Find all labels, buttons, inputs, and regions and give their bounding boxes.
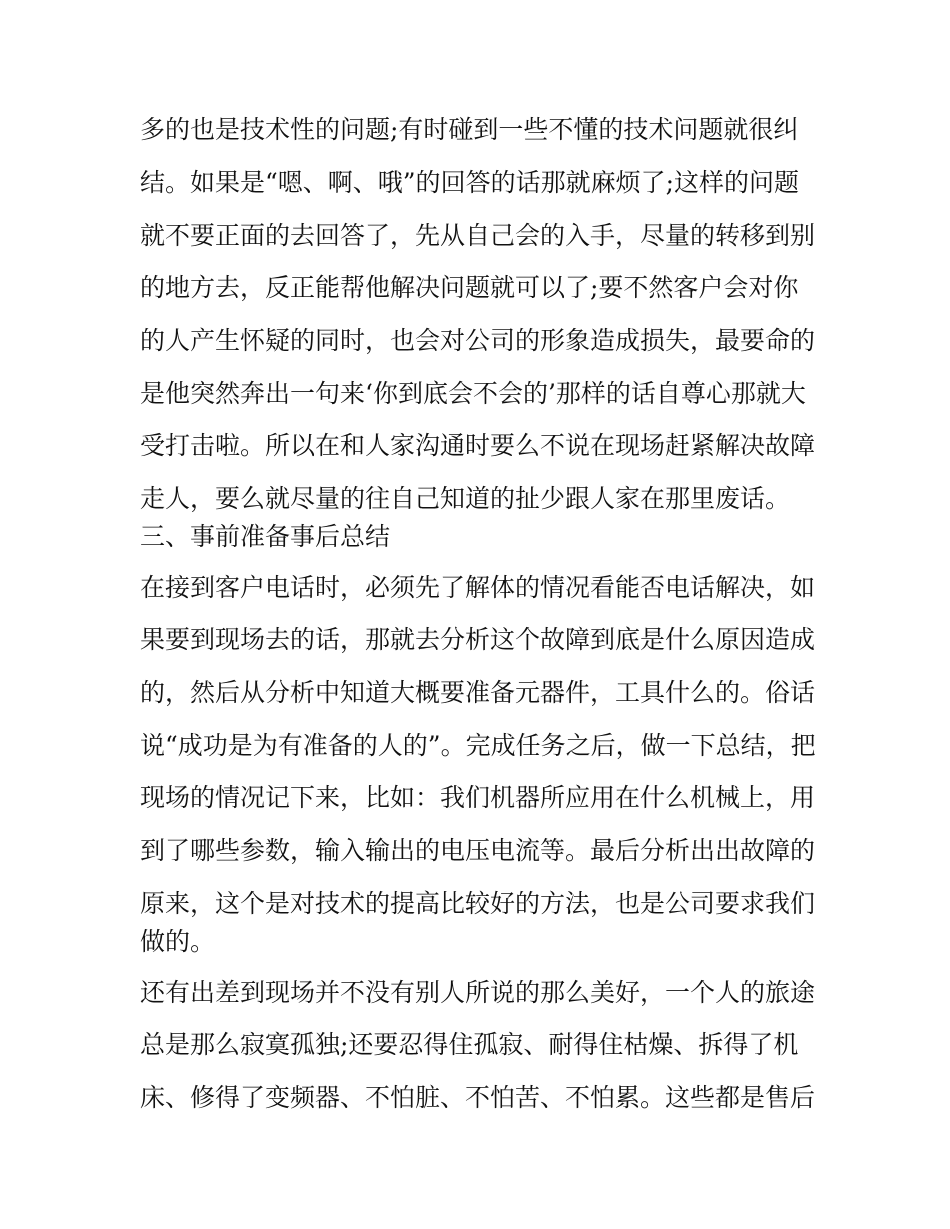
text-line: 到了哪些参数，输入输出的电压电流等。最后分析出出故障的 bbox=[140, 836, 816, 865]
text-line: 还有出差到现场并不没有别人所说的那么美好，一个人的旅途 bbox=[140, 978, 816, 1007]
section-heading: 三、事前准备事后总结 bbox=[140, 522, 391, 551]
text-line: 是他突然奔出一句来‘你到底会不会的’那样的话自尊心那就大 bbox=[140, 379, 806, 408]
text-line: 走人，要么就尽量的往自己知道的扯少跟人家在那里废话。 bbox=[140, 484, 791, 513]
text-line: 就不要正面的去回答了，先从自己会的入手，尽量的转移到别 bbox=[140, 221, 816, 250]
text-line: 总是那么寂寞孤独;还要忍得住孤寂、耐得住枯燥、拆得了机 bbox=[140, 1030, 799, 1059]
text-line: 果要到现场去的话，那就去分析这个故障到底是什么原因造成 bbox=[140, 625, 816, 654]
text-line: 的人产生怀疑的同时，也会对公司的形象造成损失，最要命的 bbox=[140, 326, 816, 355]
text-line: 的，然后从分析中知道大概要准备元器件，工具什么的。俗话 bbox=[140, 678, 816, 707]
text-line: 现场的情况记下来，比如：我们机器所应用在什么机械上，用 bbox=[140, 783, 816, 812]
text-line: 受打击啦。所以在和人家沟通时要么不说在现场赶紧解决故障 bbox=[140, 431, 816, 460]
text-line: 做的。 bbox=[140, 927, 216, 956]
text-line: 说“成功是为有准备的人的”。完成任务之后，做一下总结，把 bbox=[140, 731, 816, 760]
text-line: 原来，这个是对技术的提高比较好的方法，也是公司要求我们 bbox=[140, 889, 816, 918]
text-line: 床、修得了变频器、不怕脏、不怕苦、不怕累。这些都是售后 bbox=[140, 1083, 816, 1112]
text-line: 在接到客户电话时，必须先了解体的情况看能否电话解决，如 bbox=[140, 573, 816, 602]
text-line: 结。如果是“嗯、啊、哦”的回答的话那就麻烦了;这样的问题 bbox=[140, 168, 799, 197]
text-line: 多的也是技术性的问题;有时碰到一些不懂的技术问题就很纠 bbox=[140, 115, 799, 144]
text-line: 的地方去，反正能帮他解决问题就可以了;要不然客户会对你 bbox=[140, 273, 799, 302]
